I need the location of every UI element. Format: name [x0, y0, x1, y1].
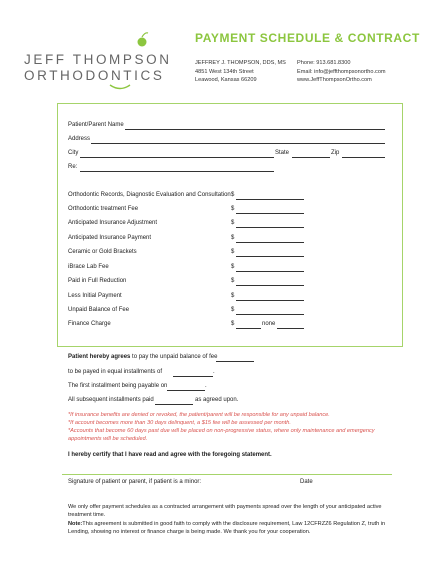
finance-field-a[interactable] — [236, 328, 261, 329]
re-label: Re: — [68, 164, 78, 170]
fee-label: Finance Charge — [68, 321, 111, 327]
footer-note — [68, 520, 398, 537]
address-line: Leawood, Kansas 66209 — [195, 77, 257, 84]
fee-field[interactable] — [236, 199, 304, 200]
fee-field[interactable] — [236, 256, 304, 257]
date-label: Date — [300, 479, 313, 485]
fee-dollar: $ — [231, 206, 235, 212]
warning-line: *Accounts that become 60 days past due will be placed on non-progressive status, where only maintenance and emergency appointments will be scheduled. — [68, 428, 375, 442]
address-label: Address — [68, 136, 91, 142]
fee-field[interactable] — [236, 300, 304, 301]
zip-label: Zip — [331, 150, 340, 156]
certify-statement: I hereby certify that I have read and agree with the foregoing statement. — [68, 452, 272, 458]
fee-label: Paid in Full Reduction — [68, 278, 127, 284]
practice-address — [195, 59, 286, 85]
address-field[interactable] — [91, 143, 385, 144]
state-label: State — [275, 150, 290, 156]
fee-field[interactable] — [236, 242, 304, 243]
city-field[interactable] — [80, 157, 274, 158]
practice-contact — [297, 59, 386, 85]
fee-label: Orthodontic Records, Diagnostic Evaluation and Consultation — [68, 192, 231, 198]
signature-label: Signature of patient or parent, if patient is a minor: — [68, 479, 202, 485]
subsequent-text-end: as agreed upon. — [195, 397, 239, 403]
re-field[interactable] — [80, 171, 274, 172]
fee-label: iBrace Lab Fee — [68, 264, 109, 270]
signature-line[interactable] — [62, 474, 392, 475]
fee-label: Ceramic or Gold Brackets — [68, 249, 137, 255]
logo-name: JEFF THOMPSON — [24, 52, 172, 67]
warning-line: *If insurance benefits are denied or revoked, the patient/parent will be responsible for any unpaid balance. — [68, 412, 330, 418]
fee-label: Anticipated Insurance Adjustment — [68, 220, 158, 226]
phone: Phone: 913.681.8300 — [297, 60, 351, 66]
fee-dollar: $ — [231, 220, 235, 226]
fee-dollar: $ — [231, 235, 235, 241]
agreement-line-1 — [68, 354, 217, 360]
city-label: City — [68, 150, 79, 156]
logo-smile-icon — [108, 83, 132, 91]
address-line: JEFFREY J. THOMPSON, DDS, MS — [195, 60, 286, 66]
note-label: Note: — [68, 521, 83, 527]
agrees-rest: to pay the unpaid balance of fee — [130, 354, 218, 360]
fee-label: Less Initial Payment — [68, 293, 122, 299]
fee-dollar: $ — [231, 278, 235, 284]
fee-dollar: $ — [231, 321, 235, 327]
fee-field[interactable] — [236, 213, 304, 214]
website: www.JeffThompsonOrtho.com — [297, 77, 372, 84]
email: Email: info@jeffthompsonortho.com — [297, 68, 386, 75]
logo-subtitle: ORTHODONTICS — [24, 68, 165, 83]
fee-dollar: $ — [231, 249, 235, 255]
subsequent-text: All subsequent installments paid — [68, 397, 154, 403]
first-installment-text: The first installment being payable on — [68, 383, 168, 389]
fee-dollar: $ — [231, 192, 235, 198]
finance-field-b[interactable] — [277, 328, 304, 329]
fee-dollar: $ — [231, 307, 235, 313]
page-title: PAYMENT SCHEDULE & CONTRACT — [195, 31, 420, 45]
installments-period: . — [213, 369, 215, 375]
subsequent-field[interactable] — [155, 404, 193, 405]
patient-name-field[interactable] — [125, 129, 385, 130]
address-line: 4851 West 134th Street — [195, 68, 254, 75]
footer-offer: We only offer payment schedules as a contracted arrangement with payments spread over the length of your anticipated active treatment time. — [68, 504, 382, 519]
fee-label: Unpaid Balance of Fee — [68, 307, 130, 313]
finance-none: none — [262, 321, 276, 327]
fee-dollar: $ — [231, 293, 235, 299]
fee-label: Orthodontic treatment Fee — [68, 206, 139, 212]
first-installment-field[interactable] — [167, 390, 205, 391]
warning-line: *If account becomes more than 30 days delinquent, a $15 fee will be assessed per month. — [68, 420, 291, 426]
fee-label: Anticipated Insurance Payment — [68, 235, 152, 241]
first-installment-period: . — [205, 383, 207, 389]
patient-name-label: Patient/Parent Name — [68, 122, 124, 128]
note-text: This agreement is submitted in good faith to comply with the disclosure requirement, Law 12CFRZZ6 Regulation Z, truth in Lending, showing no interest or finance charge is being made. We thank you for your cooperation. — [68, 521, 386, 536]
zip-field[interactable] — [342, 157, 385, 158]
agrees-bold: Patient hereby agrees — [68, 354, 131, 360]
unpaid-balance-field[interactable] — [216, 361, 254, 362]
warnings — [68, 411, 398, 443]
installments-field[interactable] — [173, 376, 213, 377]
fee-dollar: $ — [231, 264, 235, 270]
installments-text: to be payed in equal installments of — [68, 369, 163, 375]
fee-field[interactable] — [236, 227, 304, 228]
fee-field[interactable] — [236, 285, 304, 286]
fee-field[interactable] — [236, 271, 304, 272]
fee-field[interactable] — [236, 314, 304, 315]
state-field[interactable] — [292, 157, 330, 158]
